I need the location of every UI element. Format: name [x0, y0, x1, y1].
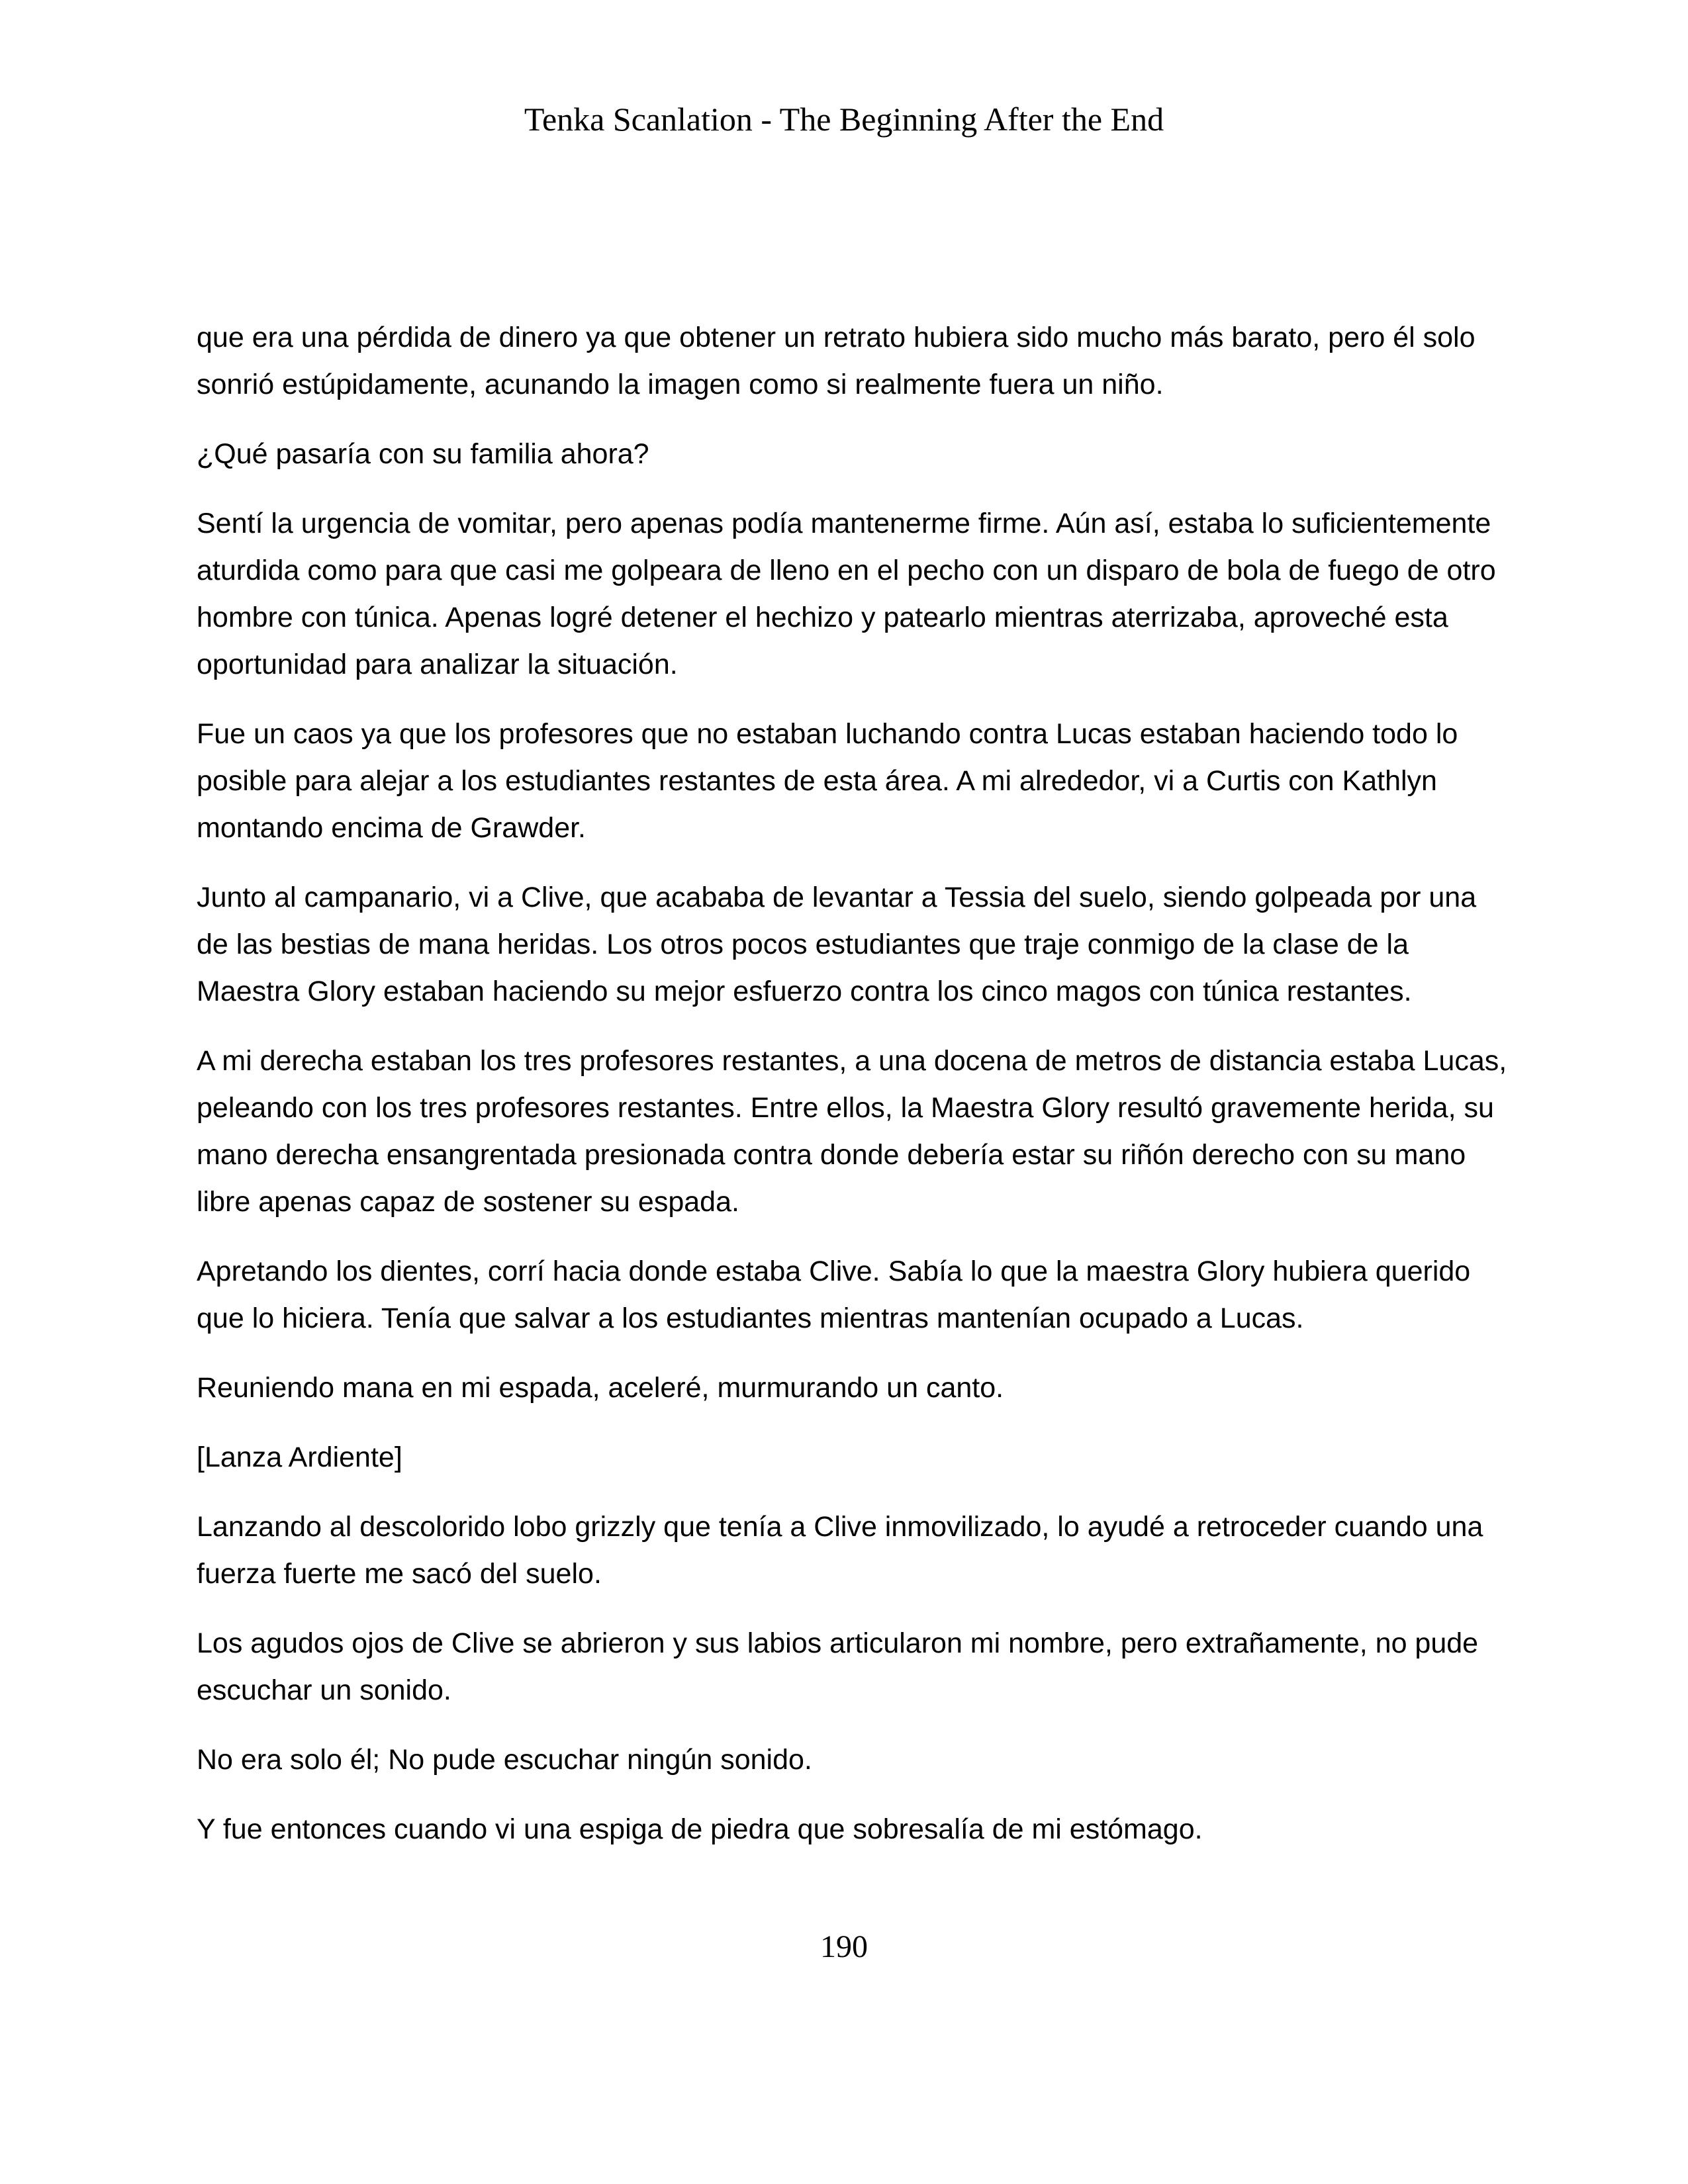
paragraph: No era solo él; No pude escuchar ningún sonido. [197, 1744, 812, 1776]
paragraph: [Lanza Ardiente] [197, 1441, 402, 1473]
paragraph: Apretando los dientes, corrí hacia donde estaba Clive. Sabía lo que la maestra Glory hubiera querido que lo hiciera. Tenía que salvar a los estudiantes mientras mantenían ocupado a Lucas. [197, 1255, 1471, 1334]
paragraph: A mi derecha estaban los tres profesores restantes, a una docena de metros de distancia estaba Lucas, peleando con los tres profesores restantes. Entre ellos, la Maestra Glory resultó gravemente herida, su mano derecha ensangrentada presionada contra donde debería estar su riñón derecho con su mano libre apenas capaz de sostener su espada. [197, 1045, 1507, 1218]
running-header: Tenka Scanlation - The Beginning After the End [524, 101, 1164, 138]
paragraph: ¿Qué pasaría con su familia ahora? [197, 438, 649, 470]
paragraph: Sentí la urgencia de vomitar, pero apenas podía mantenerme firme. Aún así, estaba lo suficientemente aturdida como para que casi me golpeara de lleno en el pecho con un disparo de bola de fuego de otro hombre con túnica. Apenas logré detener el hechizo y patearlo mientras aterrizaba, aproveché esta oportunidad para analizar la situación. [197, 508, 1496, 680]
paragraph: Fue un caos ya que los profesores que no estaban luchando contra Lucas estaban haciendo todo lo posible para alejar a los estudiantes restantes de esta área. A mi alrededor, vi a Curtis con Kathlyn montando encima de Grawder. [197, 718, 1458, 844]
paragraph: Los agudos ojos de Clive se abrieron y sus labios articularon mi nombre, pero extrañamente, no pude escuchar un sonido. [197, 1627, 1479, 1706]
paragraph: Junto al campanario, vi a Clive, que acababa de levantar a Tessia del suelo, siendo golpeada por una de las bestias de mana heridas. Los otros pocos estudiantes que traje conmigo de la clase de la Maestra Glory estaban haciendo su mejor esfuerzo contra los cinco magos con túnica restantes. [197, 882, 1477, 1007]
paragraph: Reuniendo mana en mi espada, aceleré, murmurando un canto. [197, 1372, 1004, 1404]
paragraph: Y fue entonces cuando vi una espiga de piedra que sobresalía de mi estómago. [197, 1813, 1203, 1845]
paragraph: que era una pérdida de dinero ya que obtener un retrato hubiera sido mucho más barato, pero él solo sonrió estúpidamente, acunando la imagen como si realmente fuera un niño. [197, 322, 1476, 400]
paragraph: Lanzando al descolorido lobo grizzly que tenía a Clive inmovilizado, lo ayudé a retroceder cuando una fuerza fuerte me sacó del suelo. [197, 1511, 1483, 1590]
body-text [197, 314, 1514, 1876]
page-number: 190 [820, 1929, 868, 1964]
